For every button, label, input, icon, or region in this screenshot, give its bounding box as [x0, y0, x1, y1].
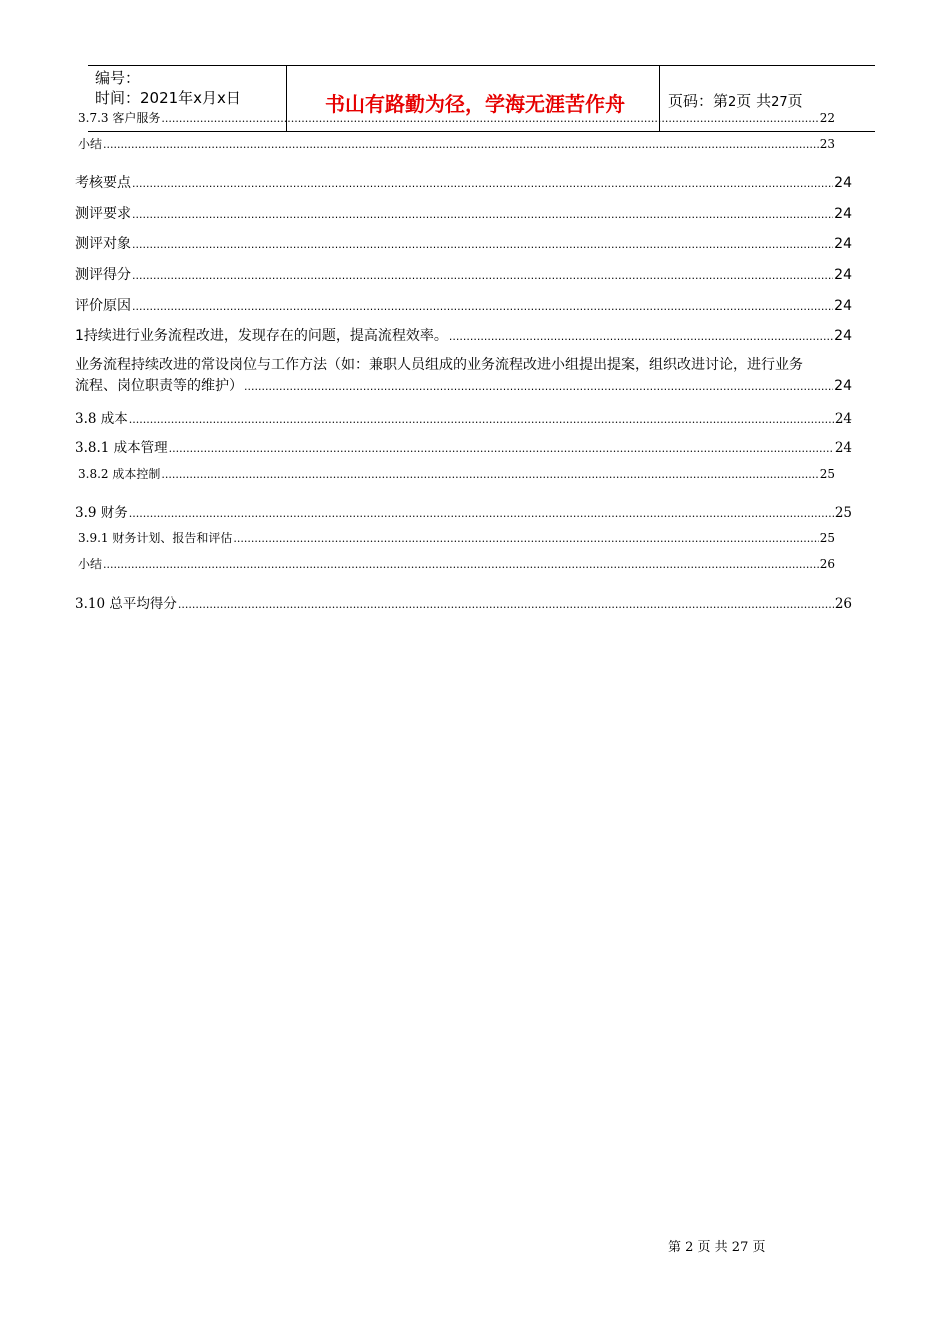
toc-entry-title: 小结 — [78, 557, 103, 571]
toc-entry-page: 22 — [819, 111, 835, 125]
toc-entry-multiline[interactable] — [75, 355, 905, 397]
toc-entry-page: 23 — [819, 137, 835, 151]
toc-entry-page: 24 — [834, 236, 852, 252]
toc-entry[interactable] — [75, 436, 852, 456]
toc-entry-title: 3.8.2 成本控制 — [78, 467, 161, 481]
toc-leader — [129, 413, 834, 426]
toc-entry[interactable] — [75, 264, 852, 284]
toc-entry[interactable] — [78, 529, 835, 546]
toc-entry-title: 测评得分 — [75, 267, 131, 283]
toc-entry-page: 24 — [834, 440, 852, 456]
toc-leader — [132, 269, 833, 282]
toc-leader — [169, 442, 834, 455]
toc-entry-title: 评价原因 — [75, 298, 131, 314]
toc-entry-title: 3.10 总平均得分 — [75, 596, 177, 612]
number-label: 编号： — [95, 69, 141, 87]
toc-entry-title: 3.7.3 客户服务 — [78, 111, 161, 125]
toc-entry-title-line2: 流程、岗位职责等的维护） — [75, 378, 243, 394]
toc-leader — [103, 138, 819, 151]
toc-entry[interactable] — [75, 501, 852, 521]
header-page-indicator: 页码：第2页 共27页 — [668, 92, 803, 110]
toc-entry-page: 24 — [834, 267, 852, 283]
toc-entry[interactable] — [78, 465, 835, 482]
toc-entry[interactable] — [75, 172, 852, 192]
toc-entry-title: 3.9.1 财务计划、报告和评估 — [78, 531, 233, 545]
toc-entry[interactable] — [75, 295, 852, 315]
toc-entry-title-line1: 业务流程持续改进的常设岗位与工作方法（如：兼职人员组成的业务流程改进小组提出提案，组织改进讨论，进行业务 — [75, 357, 803, 373]
time-label: 时间：2021年x月x日 — [95, 89, 241, 107]
header-slogan: 书山有路勤为径，学海无涯苦作舟 — [325, 92, 625, 116]
toc-leader — [132, 300, 833, 313]
toc-entry-title: 3.9 财务 — [75, 505, 128, 521]
toc-entry[interactable] — [75, 325, 852, 345]
toc-entry-page: 24 — [834, 411, 852, 427]
toc-leader — [132, 177, 833, 190]
toc-entry[interactable] — [75, 233, 852, 253]
toc-entry-page: 24 — [834, 378, 852, 394]
header-left-cell — [95, 68, 241, 108]
toc-entry-page: 24 — [834, 175, 852, 191]
toc-entry[interactable] — [75, 592, 852, 612]
toc-leader — [132, 208, 833, 221]
toc-leader — [132, 238, 833, 251]
toc-leader — [129, 507, 834, 520]
toc-entry-page: 24 — [834, 206, 852, 222]
toc-leader — [449, 330, 833, 343]
toc-entry-page: 25 — [819, 531, 835, 545]
page-footer: 第 2 页 共 27 页 — [668, 1240, 766, 1255]
toc-entry-title: 考核要点 — [75, 175, 131, 191]
toc-entry-page: 24 — [834, 298, 852, 314]
toc-leader — [103, 558, 819, 571]
toc-entry-title: 1持续进行业务流程改进，发现存在的问题，提高流程效率。 — [75, 328, 448, 344]
toc-entry[interactable] — [75, 407, 852, 427]
toc-entry[interactable] — [78, 555, 835, 572]
toc-entry[interactable] — [78, 109, 835, 126]
toc-entry-title: 3.8.1 成本管理 — [75, 440, 168, 456]
toc-leader — [178, 598, 834, 611]
toc-entry-page: 26 — [819, 557, 835, 571]
toc-entry-page: 26 — [834, 596, 852, 612]
toc-entry[interactable] — [75, 203, 852, 223]
header-top-rule — [88, 65, 875, 66]
toc-leader — [161, 468, 818, 481]
header-bottom-rule — [88, 131, 875, 132]
toc-entry-title: 测评要求 — [75, 206, 131, 222]
toc-entry-page: 25 — [819, 467, 835, 481]
toc-leader — [161, 112, 818, 125]
toc-leader — [233, 532, 818, 545]
toc-entry-page: 25 — [834, 505, 852, 521]
toc-leader — [244, 376, 833, 397]
toc-entry-title: 测评对象 — [75, 236, 131, 252]
toc-entry-page: 24 — [834, 328, 852, 344]
toc-entry-title: 小结 — [78, 137, 103, 151]
toc-entry[interactable] — [78, 135, 835, 152]
toc-entry-title: 3.8 成本 — [75, 411, 128, 427]
